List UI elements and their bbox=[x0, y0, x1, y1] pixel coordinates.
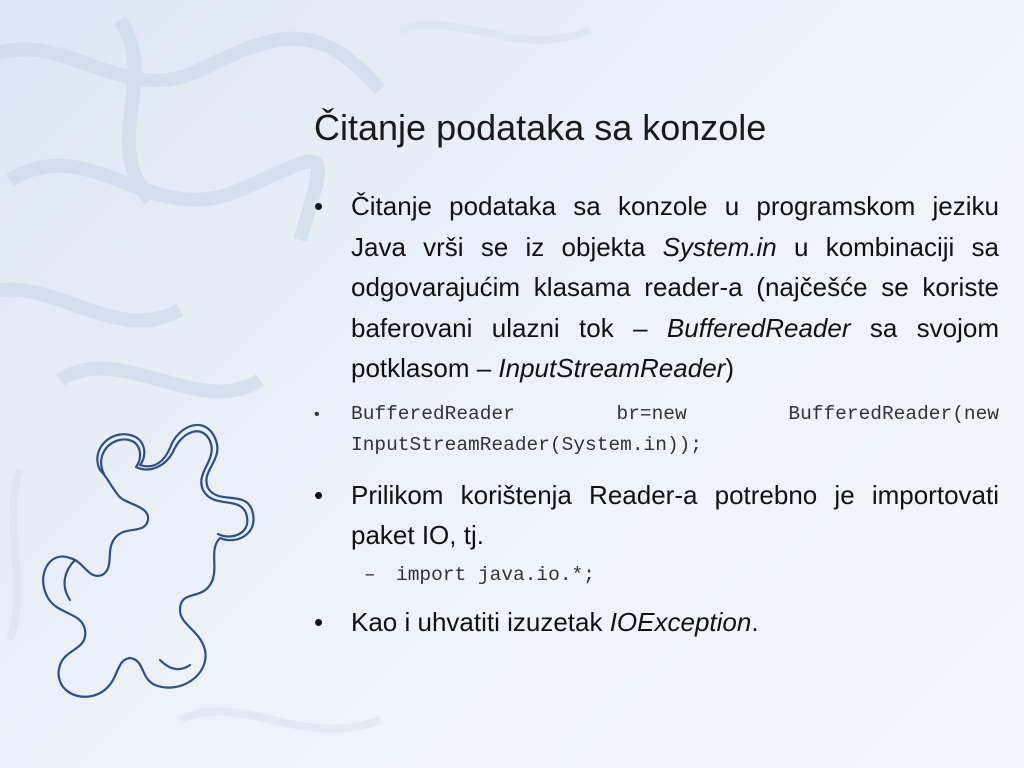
slide-title: Čitanje podataka sa konzole bbox=[314, 107, 767, 148]
bullet-marker: • bbox=[314, 405, 320, 423]
bullet-text: Prilikom korištenja Reader-a potrebno je importovati paket IO, tj. bbox=[351, 479, 999, 550]
bullet-emphasis: IOException bbox=[609, 606, 752, 637]
bullet-text: Kao i uhvatiti izuzetak bbox=[351, 606, 610, 637]
list-item bbox=[314, 475, 999, 556]
list-item bbox=[314, 186, 999, 389]
bullet-marker: • bbox=[314, 606, 324, 637]
code-text: BufferedReader br=new BufferedReader(new InputStreamReader(System.in)); bbox=[351, 402, 999, 456]
bullet-emphasis: InputStreamReader bbox=[498, 353, 726, 383]
sub-list-item bbox=[314, 560, 999, 590]
bullet-text: . bbox=[751, 606, 759, 637]
list-item bbox=[314, 602, 999, 643]
bullet-text: Čitanje podataka sa konzole u programskom jeziku Java vrši se iz objekta bbox=[351, 191, 999, 262]
bullet-text: ) bbox=[725, 353, 734, 383]
code-text: import java.io.*; bbox=[396, 563, 595, 586]
bullet-marker: • bbox=[314, 191, 324, 221]
bullet-text: sa svojom potklasom – bbox=[351, 312, 1000, 383]
bullet-text: u kombinaciji sa odgovarajućim klasama reader-a (najčešće se koriste baferovani ulazni tok – bbox=[351, 231, 999, 343]
bullet-list bbox=[314, 186, 999, 652]
bullet-emphasis: BufferedReader bbox=[666, 312, 851, 343]
dash-marker: – bbox=[364, 563, 376, 586]
bullet-emphasis: System.in bbox=[662, 231, 777, 262]
bullet-marker: • bbox=[314, 479, 324, 510]
list-item-code bbox=[314, 399, 999, 461]
puzzle-piece-icon bbox=[30, 410, 260, 710]
